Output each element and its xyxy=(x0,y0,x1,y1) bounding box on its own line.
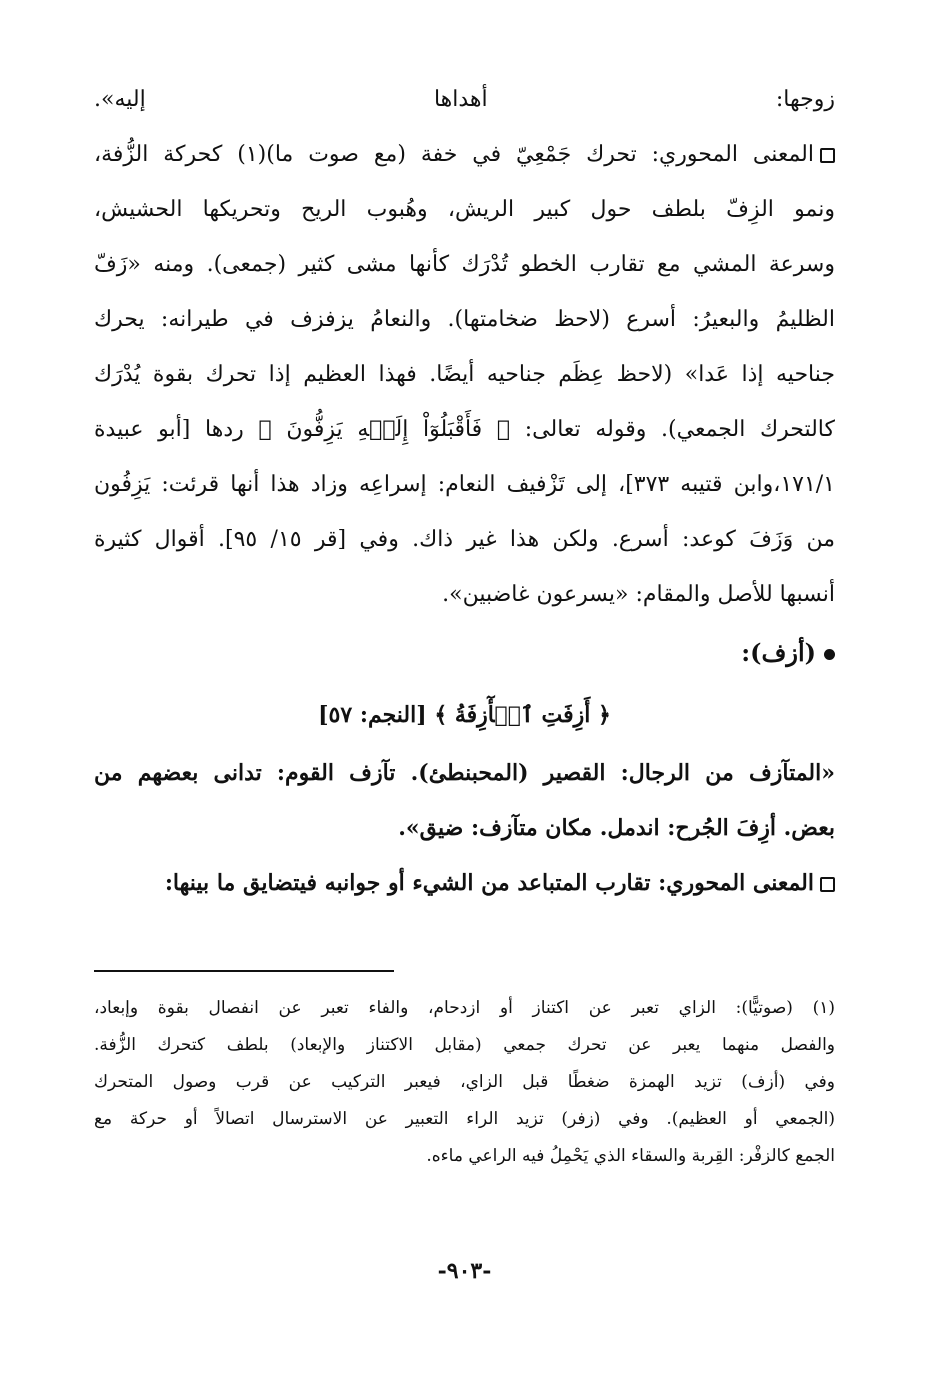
square-marker-icon xyxy=(820,877,835,892)
text-line: «المتآزف من الرجال: القصير (المحبنطئ). تآزف القوم: تدانى بعضهم من xyxy=(94,760,835,786)
text-line xyxy=(94,127,835,182)
text-line: بعض. أزِفَ الجُرح: اندمل. مكان متآزف: ضيق». xyxy=(398,815,835,841)
text-line: جناحيه إذا عَدا» (لاحظ عِظَم جناحيه أيضًا. فهذا العظيم إذا تحرك بقوة يُدْرَك xyxy=(94,362,835,387)
text-line: أنسبها للأصل والمقام: «يسرعون غاضبين». xyxy=(442,582,835,607)
text-line: من وَزَفَ كوعد: أسرع. ولكن هذا غير ذاك. وفي [قر ١٥/ ٩٥]. أقوال كثيرة xyxy=(94,527,835,552)
text-line: وسرعة المشي مع تقارب الخطو تُدْرَك كأنها مشى كثير (جمعى). ومنه «زَفّ xyxy=(94,252,835,277)
core-meaning-line: المعنى المحوري: تحرك جَمْعِيّ في خفة (مع صوت ما)(١) كحركة الزُّفة، xyxy=(94,142,814,167)
text-line: ١٧١/١،وابن قتيبه ٣٧٣]، إلى تَزْفيف النعام: إسراعِه وزاد هذا أنها قرئت: يَزِفُون xyxy=(94,472,835,497)
main-text xyxy=(94,72,835,911)
footnote-line: وفي (أزف) تزيد الهمزة ضغطًا قبل الزاي، فيعبر التركيب عن قرب وصول المتحرك xyxy=(94,1072,835,1092)
footnote-line: (١) (صوتيًّا): الزاي تعبر عن اكتناز أو ازدحام، والفاء تعبر عن انفصال بقوة وإبعاد، xyxy=(94,998,835,1018)
quran-verse: ﴿ أَزِفَتِ ٱلۡأٓزِفَةُ ﴾ [النجم: ٥٧] xyxy=(318,702,611,728)
square-marker-icon xyxy=(820,148,835,163)
text-line: الظليمُ والبعيرُ: أسرع (لاحظ ضخامتها). والنعامُ يزفزف في طيرانه: يحرك xyxy=(94,307,835,332)
core-meaning-line: المعنى المحوري: تقارب المتباعد من الشيء أو جوانبه فيتضايق ما بينها: xyxy=(164,870,814,896)
text-line: ونمو الزِفّ بلطف حول كبير الريش، وهُبوب الريح وتحريكها الحشيش، xyxy=(94,197,835,222)
footnote-divider xyxy=(94,970,394,972)
root-heading-text: (أزف): xyxy=(741,638,816,667)
footnotes xyxy=(94,990,835,1175)
footnote-line: والفصل منهما يعبر عن تحرك جمعي (مقابل الاكتناز والإبعاد) بلطف كتحرك الزُّفة. xyxy=(94,1035,835,1055)
root-heading xyxy=(94,622,835,684)
page-number: -٩٠٣- xyxy=(437,1258,492,1284)
text-line: زوجها: أهداها إليه». xyxy=(94,87,835,112)
text-line xyxy=(94,856,835,911)
footnote-line: (الجمعي أو العظيم). وفي (زفر) تزيد الراء التعبير عن الاسترسال اتصالاً أو حركة مع xyxy=(94,1109,835,1129)
footnote-line: الجمع كالزفْر: القِربة والسقاء الذي يَحْمِلُ فيه الراعي ماءه. xyxy=(426,1146,835,1166)
bullet-icon xyxy=(824,649,835,660)
text-line: كالتحرك الجمعي). وقوله تعالى: ﴿ فَأَقْبَلُوٓاْ إِلَيۡهِ يَزِفُّونَ ﴾ ردها [أبو عبيدة xyxy=(94,417,835,442)
